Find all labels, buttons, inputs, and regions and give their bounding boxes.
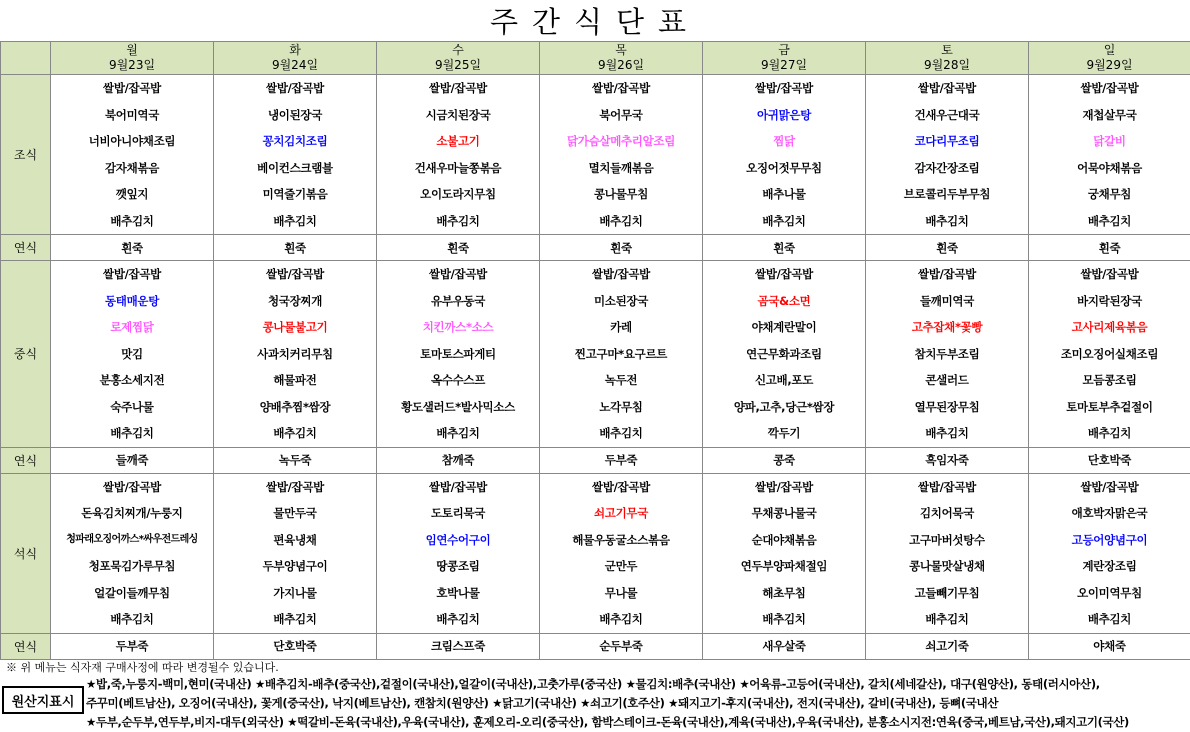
menu-item: 배추김치 [762, 612, 806, 626]
day-header [214, 42, 377, 75]
menu-item: 로제찜닭 [110, 320, 154, 334]
menu-item: 감자간장조림 [914, 160, 980, 175]
menu-item: 쌀밥/잡곡밥 [266, 479, 324, 494]
meal-label: 조식 [1, 75, 51, 235]
menu-item: 배추김치 [599, 426, 643, 440]
meal-label: 연식 [1, 447, 51, 473]
menu-item: 찐고구마*요구르트 [574, 346, 668, 361]
menu-item: 배추김치 [110, 426, 154, 440]
menu-item: 황도샐러드*발사믹소스 [401, 399, 515, 414]
menu-item: 배추김치 [436, 213, 480, 228]
day-header [540, 42, 703, 75]
menu-cell [377, 473, 540, 633]
menu-item: 북어무국 [599, 107, 643, 122]
menu-item: 땅콩조림 [436, 559, 480, 573]
menu-item: 찜닭 [773, 134, 795, 148]
meal-row [1, 473, 1190, 633]
menu-item: 두부양념구이 [262, 559, 328, 573]
day-date: 9월24일 [271, 58, 319, 72]
soft-meal-item: 야채죽 [1029, 633, 1190, 659]
menu-item: 콩나물맛살냉채 [909, 559, 985, 573]
menu-item: 해물파전 [273, 373, 317, 387]
menu-item: 들깨미역국 [919, 293, 975, 308]
menu-item: 재첩살무국 [1082, 107, 1137, 122]
menu-item: 고들빼기무침 [914, 585, 980, 600]
day-name: 화 [289, 43, 301, 57]
menu-item: 카레 [610, 320, 632, 334]
menu-item: 토마토부추겉절이 [1066, 399, 1153, 414]
menu-item: 분홍소세지전 [99, 373, 165, 387]
soft-meal-item: 흰죽 [51, 235, 214, 261]
menu-item: 양파,고추,당근*쌈장 [733, 399, 835, 414]
menu-item: 배추김치 [925, 426, 969, 440]
menu-item: 배추김치 [925, 612, 969, 626]
menu-item: 꽁치김치조림 [262, 134, 328, 148]
menu-cell [866, 473, 1029, 633]
soft-meal-item: 새우살죽 [703, 633, 866, 659]
menu-item: 쇠고기무국 [593, 506, 649, 520]
menu-item: 배추김치 [273, 213, 317, 228]
menu-item: 도토리묵국 [430, 506, 486, 520]
menu-item: 배추김치 [110, 612, 154, 626]
menu-item: 소불고기 [436, 134, 480, 148]
menu-item: 쌀밥/잡곡밥 [1080, 81, 1139, 95]
menu-item: 건새우마늘쫑볶음 [414, 160, 502, 175]
soft-meal-item: 흰죽 [703, 235, 866, 261]
menu-item: 배추김치 [273, 612, 317, 626]
menu-item: 얼갈이들깨무침 [94, 585, 170, 600]
menu-item: 모듬콩조림 [1082, 373, 1137, 387]
soft-meal-row [1, 447, 1190, 473]
menu-item: 녹두전 [604, 373, 638, 387]
menu-item: 오징어젓무무침 [746, 160, 822, 175]
soft-meal-item: 흰죽 [377, 235, 540, 261]
soft-meal-row [1, 235, 1190, 261]
menu-cell [51, 261, 214, 448]
menu-item: 고등어양념구이 [1071, 532, 1148, 547]
menu-cell [540, 261, 703, 448]
menu-item: 임연수어구이 [425, 532, 491, 547]
header-corner [1, 42, 51, 75]
menu-cell [214, 473, 377, 633]
menu-item: 콩나물무침 [593, 187, 649, 201]
origin-label: 원산지표시 [2, 686, 84, 714]
menu-item: 쌀밥/잡곡밥 [1080, 479, 1139, 494]
menu-cell [1029, 261, 1190, 448]
menu-item: 쌀밥/잡곡밥 [592, 479, 650, 494]
day-name: 토 [941, 43, 953, 57]
soft-meal-item: 참깨죽 [377, 447, 540, 473]
menu-item: 북어미역국 [104, 107, 160, 122]
menu-item: 청파래오징어까스*싸우전드레싱 [66, 533, 198, 545]
menu-cell [866, 261, 1029, 448]
menu-item: 콘샐러드 [925, 373, 969, 387]
menu-item: 토마토스파게티 [420, 346, 496, 361]
menu-item: 멸치들깨볶음 [588, 160, 654, 175]
menu-item: 돈육김치찌개/누룽지 [81, 506, 183, 520]
menu-item: 조미오징어실채조림 [1060, 346, 1159, 361]
menu-item: 사과치커리무침 [257, 346, 333, 361]
day-date: 9월28일 [923, 58, 971, 72]
menu-item: 쌀밥/잡곡밥 [103, 479, 161, 494]
menu-item: 호박나물 [436, 585, 480, 600]
day-header [1029, 42, 1190, 75]
menu-item: 쌀밥/잡곡밥 [1080, 267, 1139, 281]
origin-info [86, 675, 1190, 732]
menu-item: 물만두국 [273, 506, 317, 520]
menu-item: 옥수수스프 [430, 373, 486, 387]
menu-item: 계란장조림 [1082, 559, 1137, 573]
menu-item: 쌀밥/잡곡밥 [918, 479, 976, 494]
menu-item: 순대야채볶음 [751, 532, 817, 547]
menu-cell [377, 75, 540, 235]
day-header [703, 42, 866, 75]
meal-label: 중식 [1, 261, 51, 448]
day-name: 수 [452, 43, 464, 57]
menu-item: 맛김 [121, 346, 143, 361]
origin-line: ★두부,순두부,연두부,비지-대두(외국산) ★떡갈비-돈육(국내산),우육(국내산), 훈제오리-오리(중국산), 함박스테이크-돈육(국내산),계육(국내산),우육(국내산), 분홍소시지전:연육(중국,베트남,국산),돼지고기(국산) [86, 715, 1129, 729]
menu-item: 배추김치 [599, 213, 643, 228]
meal-row [1, 261, 1190, 448]
soft-meal-item: 녹두죽 [214, 447, 377, 473]
menu-item: 베이컨스크램블 [257, 160, 333, 175]
meal-row [1, 75, 1190, 235]
menu-cell [703, 75, 866, 235]
menu-item: 청포묵김가루무침 [88, 559, 176, 573]
menu-item: 고사리제육볶음 [1071, 320, 1148, 334]
menu-item: 쌀밥/잡곡밥 [592, 81, 650, 95]
menu-item: 쌀밥/잡곡밥 [755, 479, 813, 494]
menu-item: 고추잡채*꽃빵 [911, 320, 983, 334]
menu-item: 야채계란말이 [751, 320, 817, 334]
day-name: 금 [778, 43, 790, 57]
menu-cell [866, 75, 1029, 235]
meal-label: 연식 [1, 235, 51, 261]
menu-cell [377, 261, 540, 448]
menu-item: 쌀밥/잡곡밥 [755, 267, 813, 281]
menu-item: 코다리무조림 [914, 134, 980, 148]
page-title: 주간식단표 [489, 4, 701, 39]
menu-item: 배추김치 [110, 213, 154, 228]
soft-meal-item: 흑임자죽 [866, 447, 1029, 473]
day-date: 9월26일 [597, 58, 645, 72]
soft-meal-item: 두부죽 [540, 447, 703, 473]
menu-cell [703, 473, 866, 633]
menu-item: 쌀밥/잡곡밥 [918, 267, 976, 281]
menu-item: 쌀밥/잡곡밥 [266, 81, 324, 95]
menu-cell [214, 261, 377, 448]
menu-item: 배추김치 [1087, 426, 1132, 440]
notice-text: ※ 위 메뉴는 식자재 구매사정에 따라 변경될수 있습니다. [6, 661, 279, 674]
menu-item: 열무된장무침 [914, 399, 980, 414]
menu-item: 닭가슴살메추리알조림 [566, 134, 676, 148]
menu-item: 쌀밥/잡곡밥 [592, 267, 650, 281]
menu-item: 신고배,포도 [754, 373, 814, 387]
day-header [866, 42, 1029, 75]
menu-item: 배추김치 [273, 426, 317, 440]
menu-item: 아귀맑은탕 [756, 107, 812, 122]
menu-item: 양배추찜*쌈장 [259, 399, 331, 414]
soft-meal-item: 단호박죽 [1029, 447, 1190, 473]
menu-cell [214, 75, 377, 235]
meal-label: 석식 [1, 473, 51, 633]
menu-item: 배추김치 [925, 213, 969, 228]
menu-item: 고구마버섯탕수 [909, 532, 985, 547]
menu-cell [1029, 75, 1190, 235]
soft-meal-item: 흰죽 [540, 235, 703, 261]
menu-item: 바지락된장국 [1077, 293, 1142, 308]
soft-meal-item: 흰죽 [1029, 235, 1190, 261]
menu-item: 오이미역무침 [1077, 585, 1142, 600]
soft-meal-item: 단호박죽 [214, 633, 377, 659]
menu-item: 배추김치 [436, 426, 480, 440]
day-name: 일 [1103, 43, 1116, 57]
menu-item: 쌀밥/잡곡밥 [429, 81, 487, 95]
menu-cell [703, 261, 866, 448]
menu-table [0, 41, 1190, 660]
menu-item: 쌀밥/잡곡밥 [755, 81, 813, 95]
menu-cell [1029, 473, 1190, 633]
menu-item: 배추김치 [762, 213, 806, 228]
menu-item: 너비아니야채조림 [88, 134, 176, 148]
soft-meal-row [1, 633, 1190, 659]
menu-item: 동태매운탕 [104, 293, 160, 308]
soft-meal-item: 크림스프죽 [377, 633, 540, 659]
day-header [51, 42, 214, 75]
menu-item: 곰국&소면 [757, 293, 811, 308]
menu-item: 건새우근대국 [914, 107, 980, 122]
menu-item: 쌀밥/잡곡밥 [429, 479, 487, 494]
menu-item: 해물우동굴소스볶음 [572, 532, 670, 547]
menu-cell [540, 75, 703, 235]
day-date: 9월23일 [108, 58, 156, 72]
menu-item: 냉이된장국 [267, 107, 323, 122]
menu-item: 배추김치 [436, 612, 480, 626]
menu-item: 배추김치 [1087, 612, 1132, 626]
origin-line: ★밥,죽,누룽지-백미,현미(국내산) ★배추김치-배추(중국산),겉절이(국내산),얼갈이(국내산),고춧가루(중국산) ★물김치:배추(국내산) ★어육류-고등어(국내산), 갈치(세네갈산), 대구(원양산), 동태(러시아산), [86, 677, 1100, 691]
origin-line: 주꾸미(베트남산), 오징어(국내산), 꽃게(중국산), 낙지(베트남산), 캔참치(원양산) ★닭고기(국내산) ★쇠고기(호주산) ★돼지고기-후지(국내산), 전지(국내산), 갈비(국내산), 등뼈(국내산 [86, 696, 999, 710]
menu-item: 쌀밥/잡곡밥 [266, 267, 324, 281]
menu-item: 김치어묵국 [919, 506, 975, 520]
day-header [377, 42, 540, 75]
menu-item: 유부우동국 [430, 293, 486, 308]
soft-meal-item: 흰죽 [214, 235, 377, 261]
soft-meal-item: 콩죽 [703, 447, 866, 473]
soft-meal-item: 들깨죽 [51, 447, 214, 473]
menu-item: 무나물 [604, 585, 638, 600]
soft-meal-item: 쇠고기죽 [866, 633, 1029, 659]
menu-item: 닭갈비 [1093, 134, 1126, 148]
menu-item: 쌀밥/잡곡밥 [429, 267, 487, 281]
day-name: 월 [126, 43, 138, 57]
menu-item: 노각무침 [599, 399, 643, 414]
menu-item: 치킨까스*소스 [422, 320, 494, 334]
menu-item: 청국장찌개 [267, 293, 323, 308]
menu-item: 궁채무침 [1087, 187, 1132, 201]
menu-item: 참치두부조림 [914, 346, 980, 361]
soft-meal-item: 순두부죽 [540, 633, 703, 659]
menu-item: 시금치된장국 [425, 107, 491, 122]
soft-meal-item: 흰죽 [866, 235, 1029, 261]
menu-item: 콩나물불고기 [262, 320, 328, 334]
menu-item: 배추나물 [762, 187, 806, 201]
menu-item: 오이도라지무침 [420, 187, 496, 201]
header-row [1, 42, 1190, 75]
menu-item: 연두부양파채절임 [740, 559, 828, 573]
menu-item: 미역줄기볶음 [262, 187, 328, 201]
menu-item: 브로콜리두부무침 [903, 187, 991, 201]
menu-item: 미소된장국 [593, 293, 649, 308]
menu-item: 무채콩나물국 [751, 506, 817, 520]
day-date: 9월27일 [760, 58, 808, 72]
menu-item: 숙주나물 [110, 399, 154, 414]
menu-cell [540, 473, 703, 633]
menu-item: 애호박자맑은국 [1071, 506, 1148, 520]
menu-item: 연근무화과조림 [746, 346, 822, 361]
day-date: 9월29일 [1086, 58, 1133, 72]
soft-meal-item: 두부죽 [51, 633, 214, 659]
menu-cell [51, 473, 214, 633]
menu-item: 배추김치 [1087, 213, 1132, 228]
menu-item: 편육냉채 [273, 532, 317, 547]
menu-item: 깻잎지 [115, 187, 149, 201]
menu-cell [51, 75, 214, 235]
menu-item: 감자채볶음 [104, 160, 160, 175]
menu-item: 쌀밥/잡곡밥 [103, 81, 161, 95]
menu-item: 가지나물 [273, 585, 317, 600]
menu-item: 배추김치 [599, 612, 643, 626]
menu-item: 쌀밥/잡곡밥 [103, 267, 161, 281]
menu-item: 쌀밥/잡곡밥 [918, 81, 976, 95]
day-date: 9월25일 [434, 58, 482, 72]
menu-item: 해초무침 [762, 585, 806, 600]
menu-item: 깍두기 [767, 426, 801, 440]
menu-item: 군만두 [604, 559, 638, 573]
meal-label: 연식 [1, 633, 51, 659]
menu-item: 어묵야채볶음 [1077, 160, 1142, 175]
day-name: 목 [615, 43, 627, 57]
